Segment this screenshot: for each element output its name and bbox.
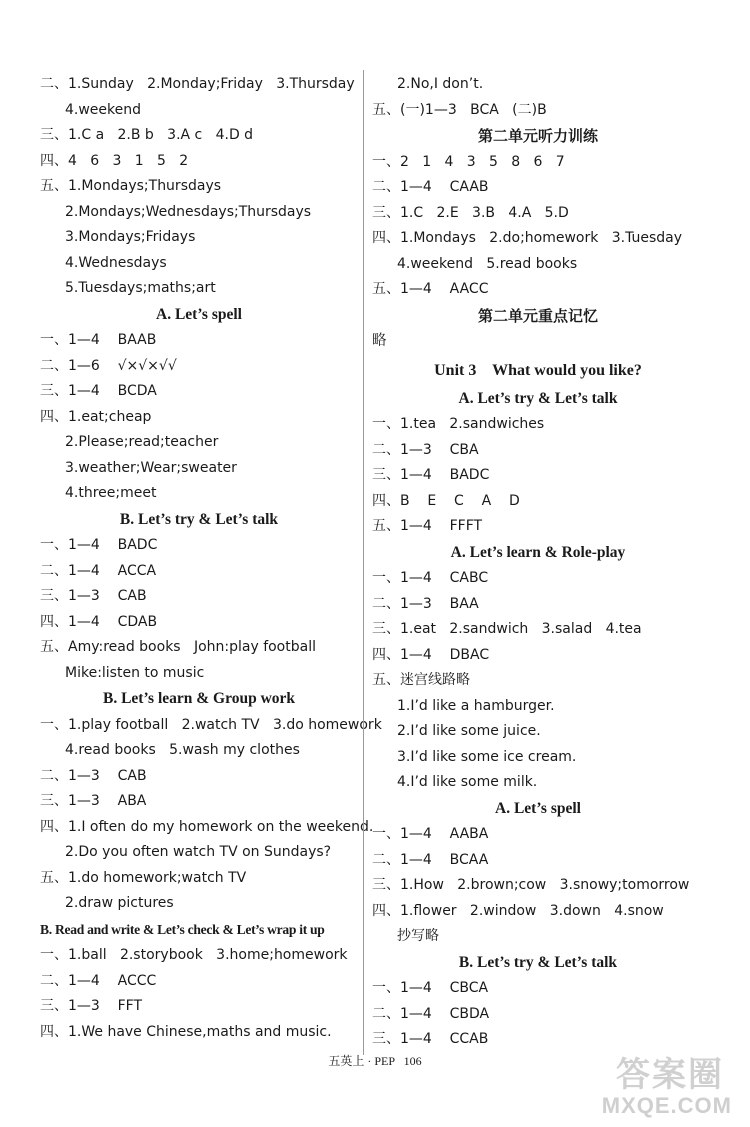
unit-title: Unit 3 What would you like? — [434, 361, 642, 379]
answer-line: 三、1.eat 2.sandwich 3.salad 4.tea — [372, 621, 642, 637]
page-number: 106 — [403, 1054, 422, 1068]
answer-line: 抄写略 — [397, 928, 439, 944]
right-column — [372, 72, 704, 1053]
answer-line: 三、1—3 ABA — [40, 793, 147, 809]
answer-line: 2.Please;read;teacher — [65, 434, 219, 450]
answer-line: 二、1—3 CBA — [372, 441, 479, 458]
watermark-logo — [602, 1047, 732, 1119]
answer-line: 五、1—4 AACC — [372, 281, 489, 297]
section-heading: 第二单元重点记忆 — [477, 306, 598, 325]
answer-line: 3.Mondays;Fridays — [65, 229, 196, 245]
answer-line: 2.No,I don’t. — [397, 76, 484, 92]
answer-line: 四、1.We have Chinese,maths and music. — [40, 1023, 332, 1040]
answer-line: 四、1—4 CDAB — [40, 613, 158, 630]
answer-line: 3.weather;Wear;sweater — [65, 459, 237, 476]
answer-line: 二、1—4 CBDA — [372, 1005, 490, 1022]
answer-line: Mike:listen to music — [65, 664, 205, 681]
answer-line: 4.I’d like some milk. — [397, 774, 538, 790]
footer-label: 五英上 · PEP — [328, 1054, 395, 1068]
answer-line: 一、1.play football 2.watch TV 3.do homework — [40, 716, 382, 733]
answer-line: 4.three;meet — [65, 485, 157, 501]
column-divider — [363, 70, 364, 1055]
answer-line: 二、1—6 √×√×√√ — [40, 357, 177, 374]
answer-line: 四、4 6 3 1 5 2 — [40, 152, 189, 169]
section-heading: A. Let’s learn & Role-play — [450, 543, 626, 561]
answer-line: 一、1.tea 2.sandwiches — [372, 416, 545, 432]
answer-line: 一、1—4 BADC — [40, 537, 158, 553]
answer-line: 二、1—3 CAB — [40, 767, 147, 784]
answer-line: 4.weekend — [65, 101, 142, 118]
answer-line: 二、1—4 ACCC — [40, 972, 157, 989]
answer-line: 略 — [372, 333, 387, 349]
answer-line: 一、1—4 CABC — [372, 570, 489, 586]
answer-line: 二、1—4 BCAA — [372, 851, 489, 868]
answer-line: 3.I’d like some ice cream. — [397, 748, 577, 765]
section-heading: A. Let’s try & Let’s talk — [458, 389, 618, 407]
answer-line: 4.weekend 5.read books — [397, 255, 578, 272]
section-heading: A. Let’s spell — [156, 305, 242, 323]
section-heading: B. Read and write & Let’s check & Let’s wrap it up — [40, 921, 325, 937]
answer-line: 三、1.How 2.brown;cow 3.snowy;tomorrow — [372, 877, 690, 893]
answer-line: 三、1—4 CCAB — [372, 1031, 489, 1047]
answer-line: 五、1—4 FFFT — [372, 518, 483, 534]
section-heading: B. Let’s try & Let’s talk — [458, 953, 618, 971]
answer-line: 四、1.eat;cheap — [40, 408, 152, 425]
answer-line: 三、1.C a 2.B b 3.A c 4.D d — [40, 127, 254, 143]
answer-line: 4.Wednesdays — [65, 254, 167, 271]
answer-line: 2.Mondays;Wednesdays;Thursdays — [65, 203, 312, 220]
answer-line: 四、1.Mondays 2.do;homework 3.Tuesday — [372, 230, 683, 246]
answer-line: 一、1—4 AABA — [372, 826, 489, 842]
section-heading: B. Let’s learn & Group work — [102, 690, 296, 707]
answer-line: 四、1—4 DBAC — [372, 646, 490, 663]
left-column — [40, 72, 382, 1045]
answer-line: 四、B E C A D — [372, 492, 520, 509]
answer-line: 四、1.I often do my homework on the weekend. — [40, 818, 374, 835]
answer-line: 五、1.do homework;watch TV — [40, 869, 247, 886]
answer-line: 二、1.Sunday 2.Monday;Friday 3.Thursday — [40, 76, 355, 92]
answer-line: 一、1.ball 2.storybook 3.home;homework — [40, 947, 348, 963]
answer-line: 五、Amy:read books John:play football — [40, 639, 316, 655]
answer-line: 五、迷宫线路略 — [372, 672, 470, 688]
answer-line: 一、1—4 CBCA — [372, 980, 489, 996]
section-heading: B. Let’s try & Let’s talk — [119, 510, 279, 528]
answer-line: 5.Tuesdays;maths;art — [65, 280, 216, 296]
watermark-text: MXQE.COM — [601, 1093, 732, 1118]
answer-line: 2.Do you often watch TV on Sundays? — [65, 844, 332, 860]
answer-line: 三、1.C 2.E 3.B 4.A 5.D — [372, 204, 569, 221]
answer-line: 一、2 1 4 3 5 8 6 7 — [372, 153, 565, 170]
answer-line: 二、1—4 ACCA — [40, 562, 157, 579]
answer-line: 二、1—3 BAA — [372, 595, 479, 612]
answer-line: 一、1—4 BAAB — [40, 332, 157, 348]
section-heading: 第二单元听力训练 — [477, 127, 598, 145]
answer-line: 1.I’d like a hamburger. — [397, 697, 555, 714]
answer-line: 三、1—3 FFT — [40, 998, 143, 1014]
answer-line: 二、1—4 CAAB — [372, 179, 489, 195]
watermark-mark: 答案圈 — [616, 1055, 724, 1095]
answer-line: 三、1—4 BCDA — [40, 383, 157, 399]
answer-line: 2.draw pictures — [65, 895, 174, 911]
answer-line: 五、1.Mondays;Thursdays — [40, 178, 222, 194]
section-heading: A. Let’s spell — [495, 799, 581, 817]
answer-line: 五、(一)1—3 BCA (二)B — [372, 101, 547, 118]
answer-line: 2.I’d like some juice. — [397, 723, 541, 739]
answer-line: 四、1.flower 2.window 3.down 4.snow — [372, 902, 664, 919]
answer-line: 三、1—4 BADC — [372, 467, 490, 483]
answer-line: 4.read books 5.wash my clothes — [65, 742, 300, 758]
answer-line: 三、1—3 CAB — [40, 588, 147, 604]
